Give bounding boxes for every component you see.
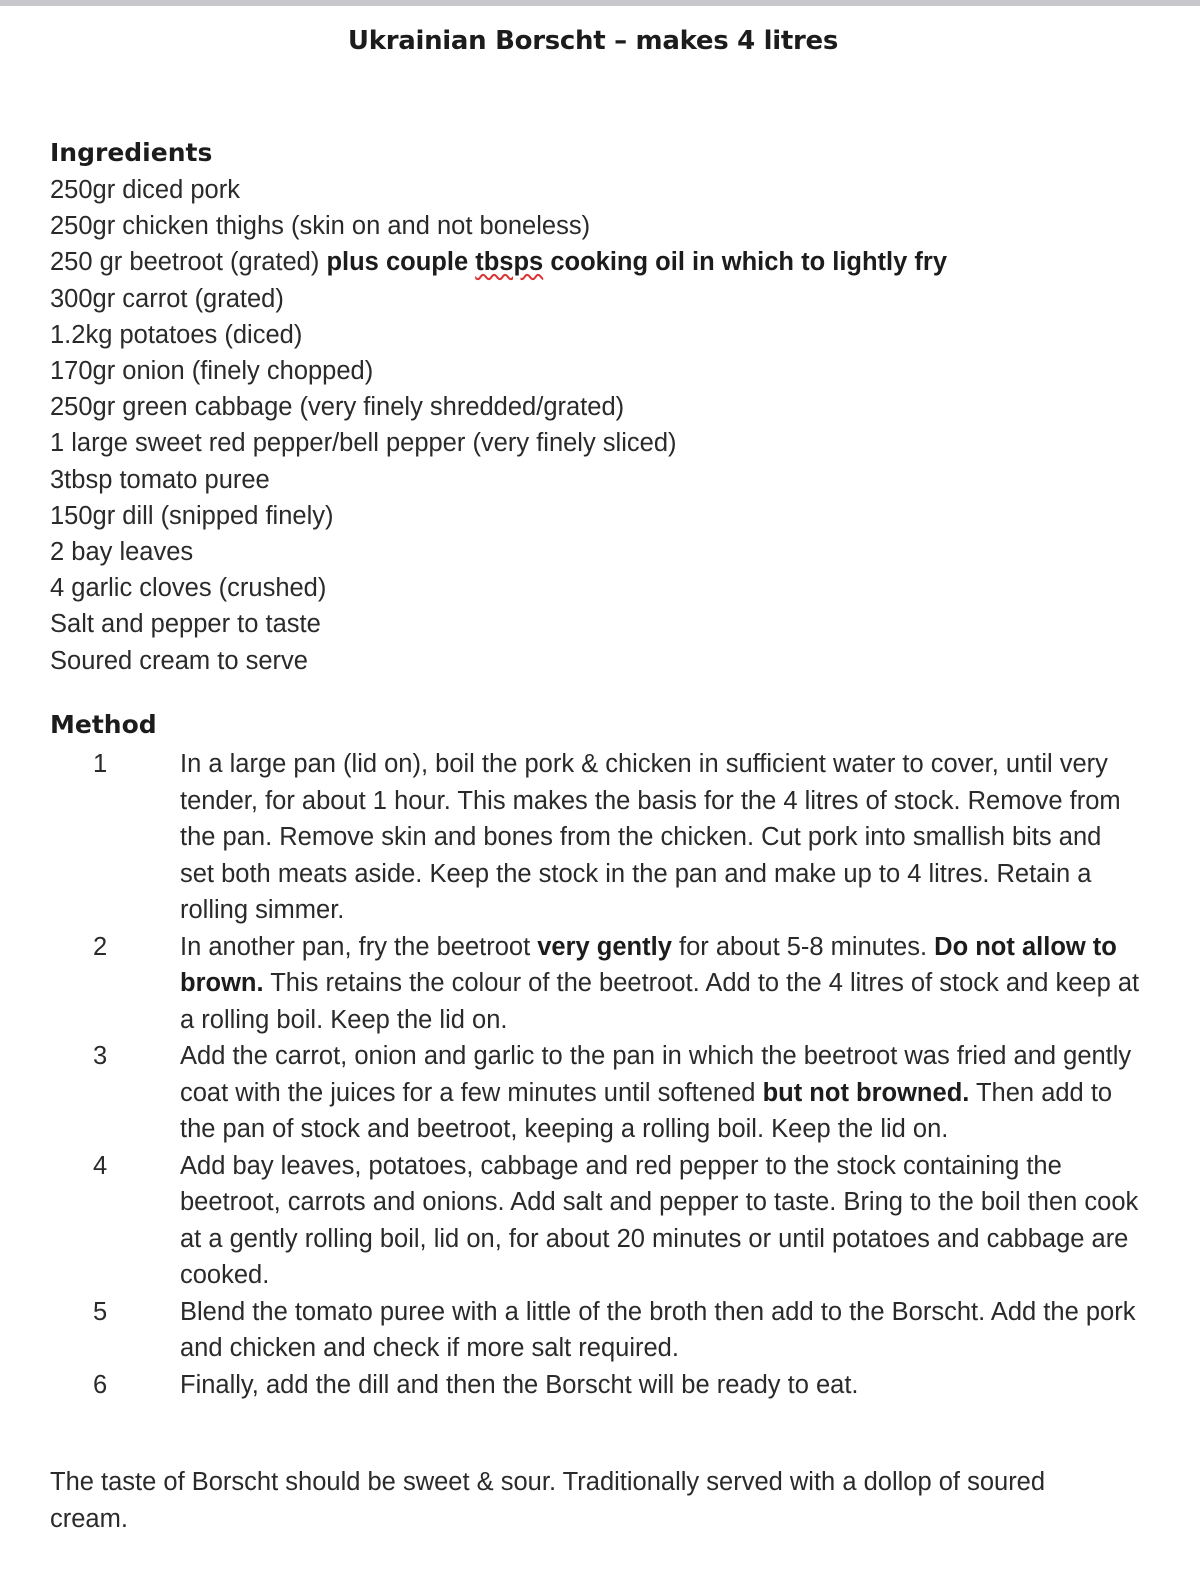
method-step: [0, 929, 1200, 1039]
method-step: [0, 1148, 1200, 1294]
step-text-part: for about 5-8 minutes.: [679, 932, 928, 961]
ingredient-item: 1 large sweet red pepper/bell pepper (very finely sliced): [50, 429, 677, 458]
step-text: Blend the tomato puree with a little of the broth then add to the Borscht. Add the pork and chicken and check if more salt required.: [180, 1297, 1136, 1362]
ingredients-list: [50, 172, 1150, 679]
ingredient-item: 250gr diced pork: [50, 176, 240, 204]
method-step: [0, 1294, 1200, 1367]
step-text: [180, 1038, 1140, 1148]
step-number: 1: [93, 750, 108, 778]
beetroot-note-after: cooking oil in which to lightly fry: [550, 248, 947, 277]
beetroot-note-before: plus couple: [326, 248, 469, 277]
step-text: [180, 929, 1140, 1039]
ingredient-item: [50, 244, 1150, 280]
misspelled-word: tbsps: [475, 248, 544, 277]
beetroot-note-bold: [326, 248, 947, 276]
step-number: 2: [93, 932, 108, 961]
step-text-part: In another pan, fry the beetroot: [180, 932, 531, 961]
step-number: 6: [93, 1370, 108, 1399]
step-text: In a large pan (lid on), boil the pork & chicken in sufficient water to cover, until very tender, for about 1 hour. This makes the basis for the 4 litres of stock. Remove from the pan. Remove skin and bones from the chicken. Cut pork into smallish bits and set both meats aside. Keep the stock in the pan and make up to 4 litres. Retain a rolling simmer.: [180, 750, 1121, 924]
step-text: Finally, add the dill and then the Borscht will be ready to eat.: [180, 1370, 859, 1399]
ingredient-item: 300gr carrot (grated): [50, 284, 284, 313]
method-heading: Method: [50, 710, 157, 739]
ingredient-item: 4 garlic cloves (crushed): [50, 574, 327, 603]
method-step: [0, 746, 1200, 929]
step-number: 4: [93, 1151, 108, 1180]
step-text-part: Then add to the pan of stock and beetroot, keeping a rolling boil. Keep the lid on.: [180, 1078, 1113, 1143]
step-number: 5: [93, 1297, 108, 1326]
ingredient-item: 170gr onion (finely chopped): [50, 357, 374, 386]
ingredient-item: 250gr chicken thighs (skin on and not boneless): [50, 212, 591, 241]
ingredients-heading: Ingredients: [50, 138, 213, 167]
step-text-part: Add the carrot, onion and garlic to the pan in which the beetroot was fried and gently coat with the juices for a few minutes until softened: [180, 1042, 1132, 1107]
step-text-part: This retains the colour of the beetroot. Add to the 4 litres of stock and keep at a rolling boil. Keep the lid on.: [180, 969, 1140, 1034]
ingredient-item: Salt and pepper to taste: [50, 610, 321, 639]
step-emphasis: very gently: [537, 932, 672, 961]
step-emphasis: Do not allow to brown.: [180, 932, 1117, 997]
step-emphasis: but not browned.: [762, 1078, 970, 1107]
step-number: 3: [93, 1042, 108, 1070]
ingredient-item: Soured cream to serve: [50, 646, 308, 675]
ingredient-item: 2 bay leaves: [50, 538, 194, 567]
recipe-title: Ukrainian Borscht – makes 4 litres: [347, 26, 839, 56]
ingredient-item: 3tbsp tomato puree: [50, 465, 270, 494]
closing-note: The taste of Borscht should be sweet & sour. Traditionally served with a dollop of soured cream.: [50, 1468, 1046, 1533]
method-steps: [0, 746, 1200, 1403]
ingredient-item: 250gr green cabbage (very finely shredded/grated): [50, 393, 625, 422]
method-step: [0, 1367, 1200, 1404]
ingredient-text: 250 gr beetroot (grated): [50, 248, 320, 277]
step-text: Add bay leaves, potatoes, cabbage and red pepper to the stock containing the beetroot, carrots and onions. Add salt and pepper to taste. Bring to the boil then cook at a gently rolling boil, lid on, for about 20 minutes or until potatoes and cabbage are cooked.: [180, 1151, 1139, 1289]
ingredient-item: 1.2kg potatoes (diced): [50, 320, 303, 349]
ingredient-item: 150gr dill (snipped finely): [50, 501, 334, 530]
method-step: [0, 1038, 1200, 1148]
